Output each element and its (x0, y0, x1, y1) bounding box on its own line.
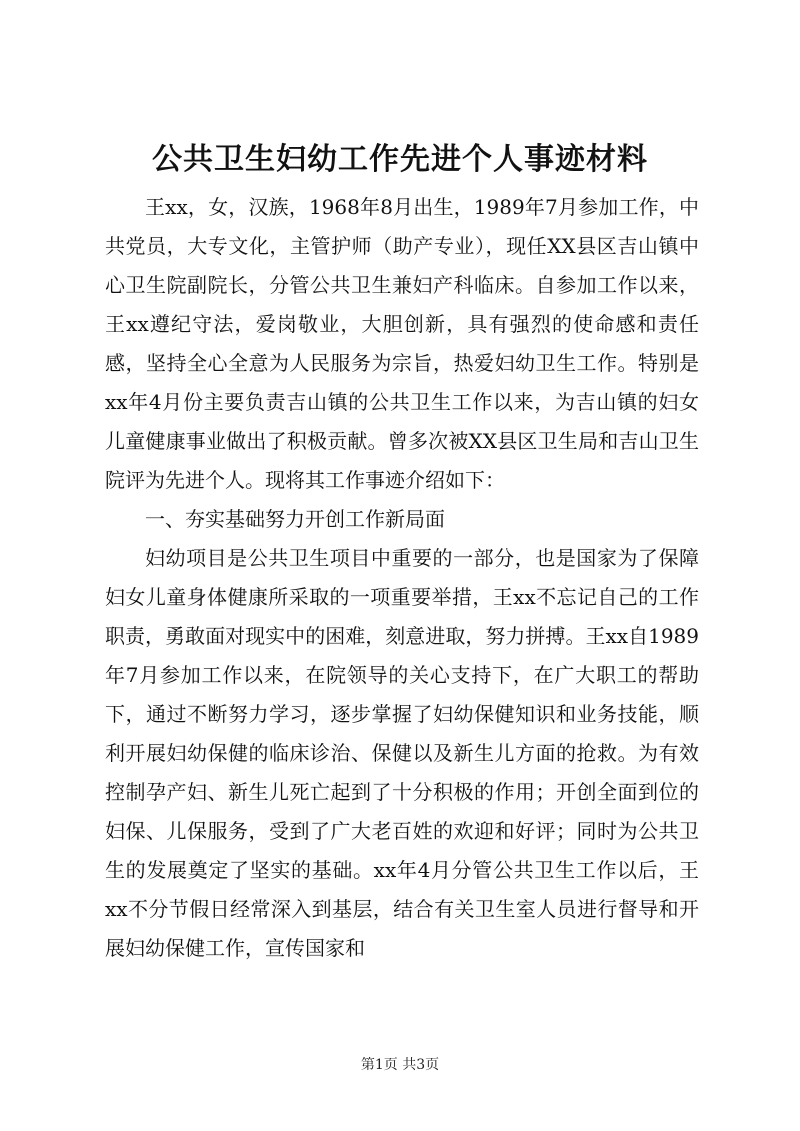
paragraph-intro: 王xx，女，汉族，1968年8月出生，1989年7月参加工作，中共党员，大专文化，主管护师（助产专业），现任XX县区吉山镇中心卫生院副院长，分管公共卫生兼妇产科临床。自参加工作以来，王xx遵纪守法，爱岗敬业，大胆创新，具有强烈的使命感和责任感，坚持全心全意为人民服务为宗旨，热爱妇幼卫生工作。特别是xx年4月份主要负责吉山镇的公共卫生工作以来，为吉山镇的妇女儿童健康事业做出了积极贡献。曾多次被XX县区卫生局和吉山卫生院评为先进个人。现将其工作事迹介绍如下： (105, 195, 699, 492)
document-title: 公共卫生妇幼工作先进个人事迹材料 (152, 142, 648, 177)
document-body (105, 188, 699, 968)
paragraph-section-1: 妇幼项目是公共卫生项目中重要的一部分，也是国家为了保障妇女儿童身体健康所采取的一项重要举措，王xx不忘记自己的工作职责，勇敢面对现实中的困难，刻意进取，努力拼搏。王xx自1989年7月参加工作以来，在院领导的关心支持下，在广大职工的帮助下，通过不断努力学习，逐步掌握了妇幼保健知识和业务技能，顺利开展妇幼保健的临床诊治、保健以及新生儿方面的抢救。为有效控制孕产妇、新生儿死亡起到了十分积极的作用；开创全面到位的妇保、儿保服务，受到了广大老百姓的欢迎和好评；同时为公共卫生的发展奠定了坚实的基础。xx年4月分管公共卫生工作以后，王xx不分节假日经常深入到基层，结合有关卫生室人员进行督导和开展妇幼保健工作，宣传国家和 (105, 546, 699, 960)
page-footer: 第1页 共3页 (360, 1057, 440, 1073)
section-heading: 一、夯实基础努力开创工作新局面 (145, 507, 445, 531)
